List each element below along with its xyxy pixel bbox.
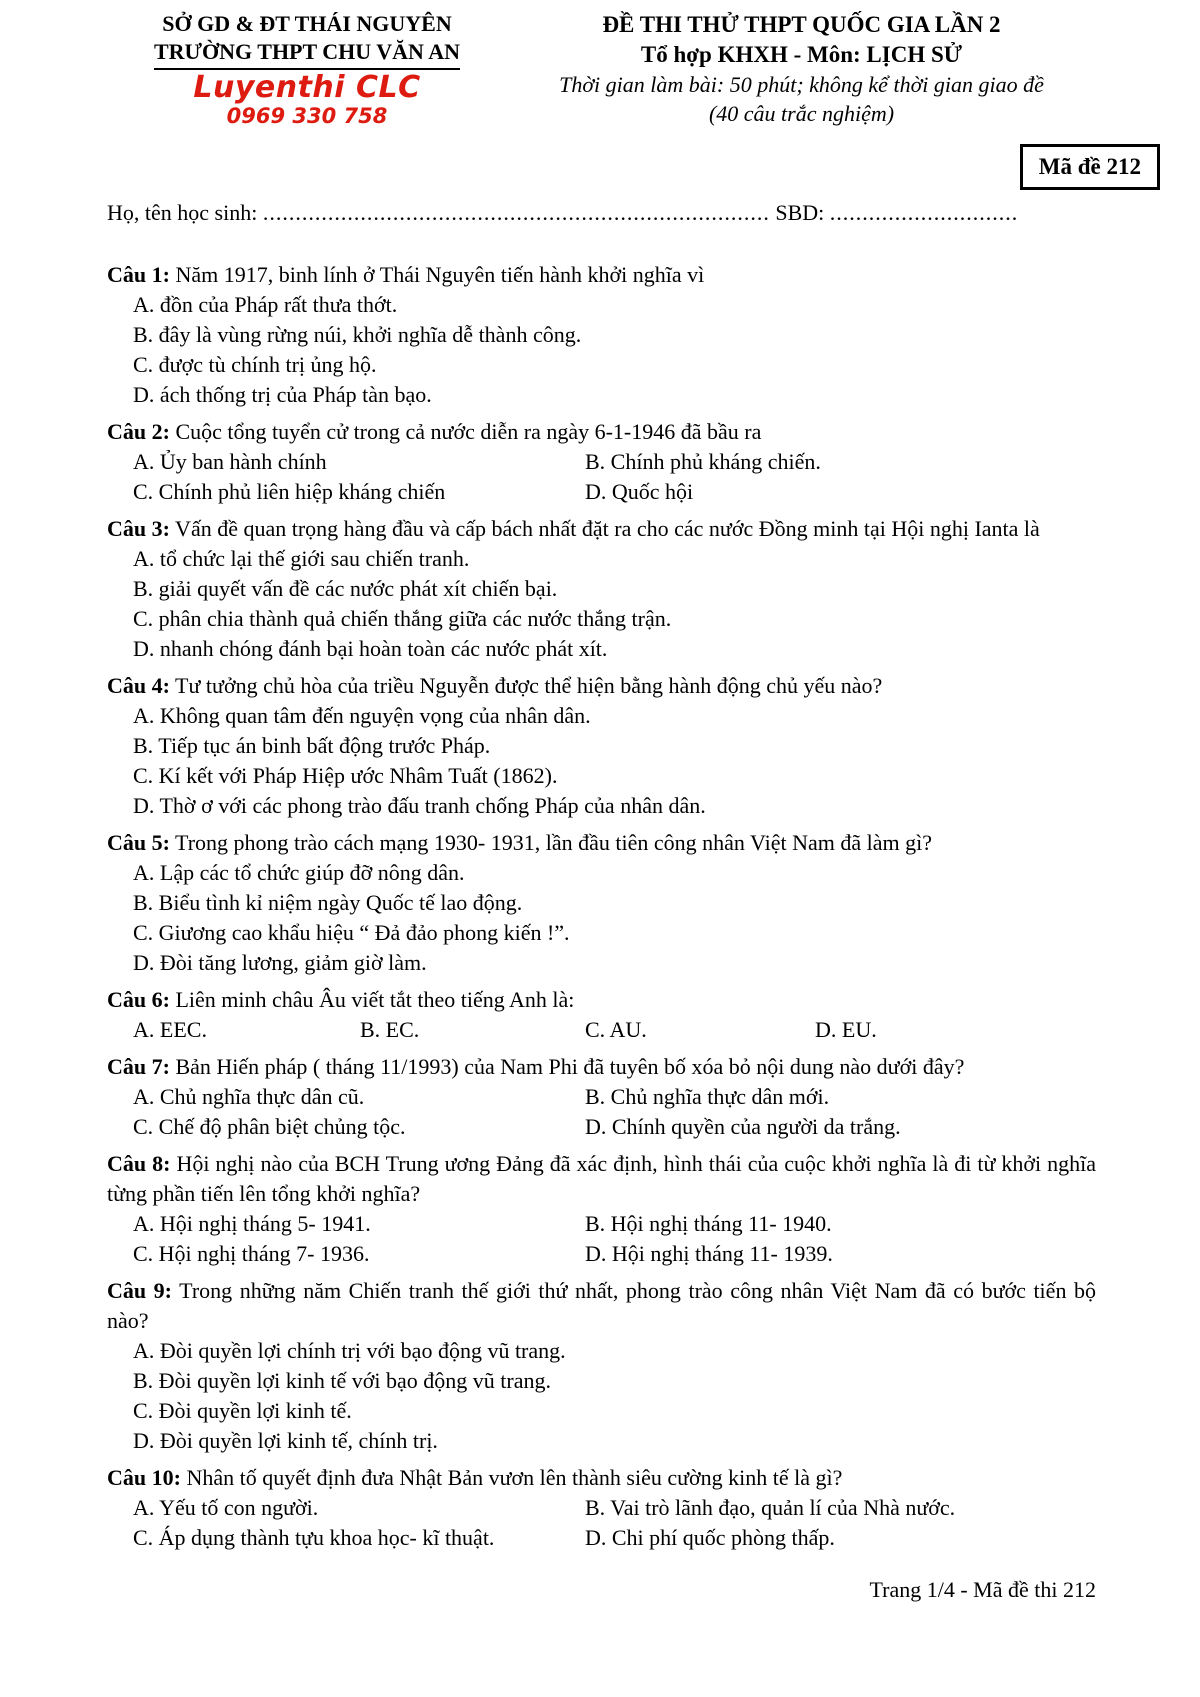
question-label: Câu 5: <box>107 830 170 855</box>
questions-list <box>107 260 1096 1553</box>
sbd-blank: ............................. <box>829 200 1019 225</box>
answer-option: A. Yếu tố con người. <box>133 1495 319 1520</box>
luyenthi-clc-logo <box>107 72 507 128</box>
exam-duration: Thời gian làm bài: 50 phút; không kể thời gian giao đề <box>559 72 1044 97</box>
question-stem <box>107 828 1096 858</box>
question-block <box>107 417 1096 507</box>
answer-option: C. Hội nghị tháng 7- 1936. <box>133 1241 370 1266</box>
answer-option: B. giải quyết vấn đề các nước phát xít chiến bại. <box>133 576 558 601</box>
exam-question-count: (40 câu trắc nghiệm) <box>708 101 895 126</box>
answer-option: C. Kí kết với Pháp Hiệp ước Nhâm Tuất (1862). <box>133 763 558 788</box>
answer-options <box>133 447 1096 507</box>
question-label: Câu 6: <box>107 987 170 1012</box>
answer-option: C. Chính phủ liên hiệp kháng chiến <box>133 479 446 504</box>
answer-options <box>133 544 1096 664</box>
answer-option: C. Áp dụng thành tựu khoa học- kĩ thuật. <box>133 1525 495 1550</box>
question-label: Câu 10: <box>107 1465 181 1490</box>
answer-option: B. Hội nghị tháng 11- 1940. <box>585 1211 832 1236</box>
question-block <box>107 1463 1096 1553</box>
question-stem <box>107 514 1096 544</box>
question-label: Câu 2: <box>107 419 170 444</box>
answer-option: A. Hội nghị tháng 5- 1941. <box>133 1211 371 1236</box>
answer-option: D. nhanh chóng đánh bại hoàn toàn các nước phát xít. <box>133 636 608 661</box>
question-stem <box>107 985 1096 1015</box>
answer-option: D. Thờ ơ với các phong trào đấu tranh chống Pháp của nhân dân. <box>133 793 706 818</box>
student-info-line <box>107 198 1096 228</box>
answer-option: B. Biểu tình kỉ niệm ngày Quốc tế lao động. <box>133 890 523 915</box>
answer-option: A. Không quan tâm đến nguyện vọng của nhân dân. <box>133 703 591 728</box>
answer-option: A. tổ chức lại thế giới sau chiến tranh. <box>133 546 470 571</box>
question-stem-text: Cuộc tổng tuyển cử trong cả nước diễn ra ngày 6-1-1946 đã bầu ra <box>169 419 762 444</box>
answer-option: A. đồn của Pháp rất thưa thớt. <box>133 292 398 317</box>
answer-option: B. EC. <box>360 1017 420 1042</box>
question-label: Câu 9: <box>107 1278 173 1303</box>
exam-subject: Tổ hợp KHXH - Môn: LỊCH SỬ <box>640 42 963 67</box>
answer-option: C. phân chia thành quả chiến thắng giữa các nước thắng trận. <box>133 606 672 631</box>
answer-option: C. Đòi quyền lợi kinh tế. <box>133 1398 352 1423</box>
answer-options <box>133 1015 1096 1045</box>
answer-options <box>133 701 1096 821</box>
question-stem <box>107 1149 1096 1209</box>
answer-options <box>133 858 1096 978</box>
answer-option: D. Quốc hội <box>585 479 694 504</box>
answer-option: D. Chính quyền của người da trắng. <box>585 1114 901 1139</box>
question-stem-text: Nhân tố quyết định đưa Nhật Bản vươn lên thành siêu cường kinh tế là gì? <box>180 1465 843 1490</box>
question-stem-text: Năm 1917, binh lính ở Thái Nguyên tiến hành khởi nghĩa vì <box>169 262 705 287</box>
answer-option: C. Giương cao khẩu hiệu “ Đả đảo phong kiến !”. <box>133 920 570 945</box>
answer-options <box>133 1336 1096 1456</box>
answer-option: C. được tù chính trị ủng hộ. <box>133 352 377 377</box>
exam-code-box: Mã đề 212 <box>1020 144 1160 190</box>
answer-option: B. Chủ nghĩa thực dân mới. <box>585 1084 830 1109</box>
answer-option: D. EU. <box>815 1017 877 1042</box>
question-stem-text: Liên minh châu Âu viết tắt theo tiếng Anh là: <box>169 987 575 1012</box>
department-name: SỞ GD & ĐT THÁI NGUYÊN <box>162 11 452 36</box>
question-stem-text: Trong phong trào cách mạng 1930- 1931, lần đầu tiên công nhân Việt Nam đã làm gì? <box>169 830 932 855</box>
answer-option: A. EEC. <box>133 1017 207 1042</box>
question-label: Câu 8: <box>107 1151 171 1176</box>
question-label: Câu 3: <box>107 516 170 541</box>
question-block <box>107 828 1096 978</box>
answer-option: B. Vai trò lãnh đạo, quản lí của Nhà nước. <box>585 1495 956 1520</box>
answer-option: D. Hội nghị tháng 11- 1939. <box>585 1241 833 1266</box>
answer-option: B. Tiếp tục án binh bất động trước Pháp. <box>133 733 491 758</box>
answer-option: D. Đòi tăng lương, giảm giờ làm. <box>133 950 427 975</box>
question-stem <box>107 417 1096 447</box>
question-block <box>107 1149 1096 1269</box>
answer-option: B. đây là vùng rừng núi, khởi nghĩa dễ thành công. <box>133 322 582 347</box>
answer-option: D. ách thống trị của Pháp tàn bạo. <box>133 382 432 407</box>
page-footer: Trang 1/4 - Mã đề thi 212 <box>869 1577 1096 1602</box>
answer-option: B. Chính phủ kháng chiến. <box>585 449 821 474</box>
question-label: Câu 1: <box>107 262 170 287</box>
question-stem <box>107 260 1096 290</box>
question-block <box>107 1052 1096 1142</box>
header-right-block <box>507 10 1096 128</box>
question-block <box>107 260 1096 410</box>
school-name: TRƯỜNG THPT CHU VĂN AN <box>154 38 460 70</box>
answer-options <box>133 290 1096 410</box>
answer-option: A. Chủ nghĩa thực dân cũ. <box>133 1084 365 1109</box>
question-stem-text: Vấn đề quan trọng hàng đầu và cấp bách nhất đặt ra cho các nước Đồng minh tại Hội nghị Ianta là <box>169 516 1040 541</box>
answer-option: D. Đòi quyền lợi kinh tế, chính trị. <box>133 1428 438 1453</box>
logo-phone-number: 0969 330 758 <box>226 104 388 128</box>
question-stem-text: Trong những năm Chiến tranh thế giới thứ nhất, phong trào công nhân Việt Nam đã có bước tiến bộ nào? <box>107 1278 1096 1333</box>
sbd-label: SBD: <box>769 200 830 225</box>
question-block <box>107 514 1096 664</box>
answer-option: D. Chi phí quốc phòng thấp. <box>585 1525 835 1550</box>
answer-option: C. Chế độ phân biệt chủng tộc. <box>133 1114 406 1139</box>
answer-options <box>133 1082 1096 1142</box>
answer-option: A. Lập các tổ chức giúp đỡ nông dân. <box>133 860 465 885</box>
question-stem-text: Bản Hiến pháp ( tháng 11/1993) của Nam Phi đã tuyên bố xóa bỏ nội dung nào dưới đây? <box>169 1054 965 1079</box>
answer-option: A. Ủy ban hành chính <box>133 449 327 474</box>
header-left-block <box>107 10 507 128</box>
page-header <box>107 10 1096 128</box>
exam-code-row <box>107 144 1160 190</box>
question-block <box>107 985 1096 1045</box>
question-stem <box>107 1463 1096 1493</box>
question-label: Câu 7: <box>107 1054 170 1079</box>
question-block <box>107 1276 1096 1456</box>
question-label: Câu 4: <box>107 673 170 698</box>
question-stem-text: Tư tưởng chủ hòa của triều Nguyễn được thể hiện bằng hành động chủ yếu nào? <box>169 673 883 698</box>
answer-option: B. Đòi quyền lợi kinh tế với bạo động vũ trang. <box>133 1368 551 1393</box>
logo-text: Luyenthi CLC <box>193 70 421 105</box>
student-name-blank: .............................................................................. <box>262 200 770 225</box>
answer-option: A. Đòi quyền lợi chính trị với bạo động vũ trang. <box>133 1338 566 1363</box>
question-stem <box>107 1276 1096 1336</box>
question-stem <box>107 671 1096 701</box>
question-block <box>107 671 1096 821</box>
question-stem-text: Hội nghị nào của BCH Trung ương Đảng đã xác định, hình thái của cuộc khởi nghĩa là đi từ khởi nghĩa từng phần tiến lên tổng khởi nghĩa? <box>107 1151 1096 1206</box>
exam-title: ĐỀ THI THỬ THPT QUỐC GIA LẦN 2 <box>602 12 1001 37</box>
answer-options <box>133 1493 1096 1553</box>
question-stem <box>107 1052 1096 1082</box>
answer-options <box>133 1209 1096 1269</box>
student-name-label: Họ, tên học sinh: <box>107 200 263 225</box>
answer-option: C. AU. <box>585 1017 647 1042</box>
